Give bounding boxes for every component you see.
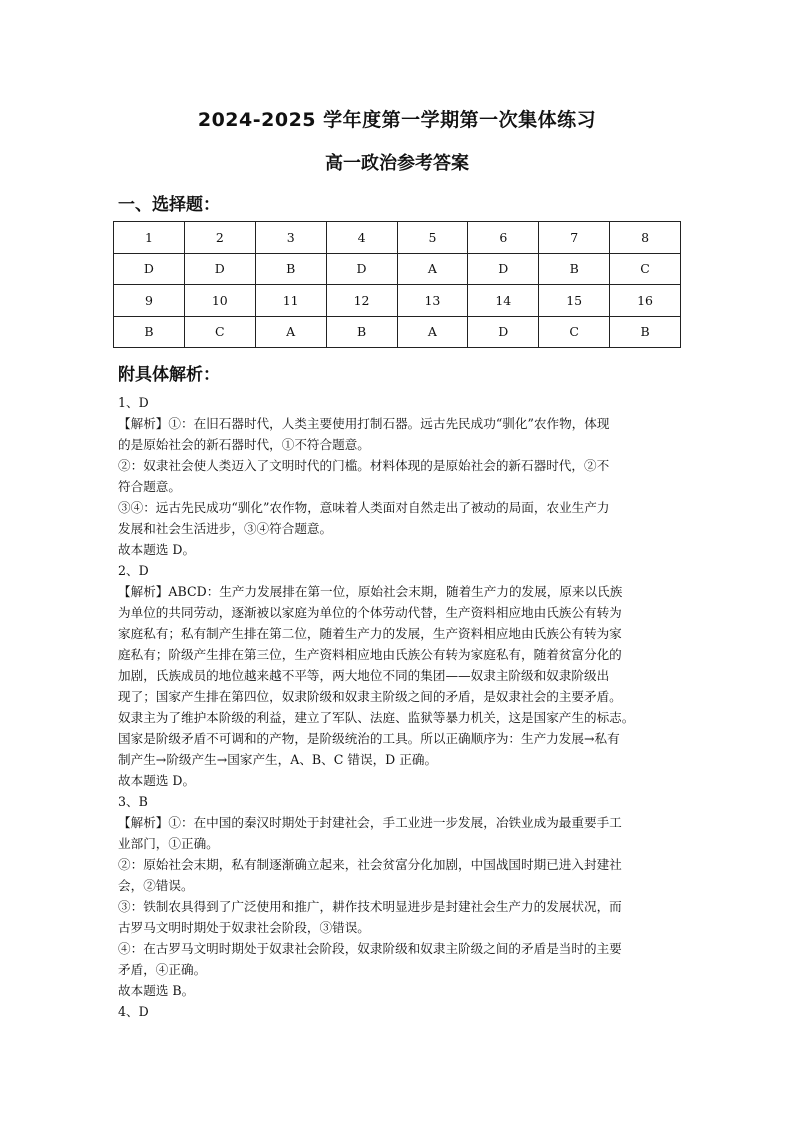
analysis-line: 【解析】①：在旧石器时代，人类主要使用打制石器。远古先民成功“驯化”农作物，体现 xyxy=(118,416,610,431)
table-cell: 12 xyxy=(326,285,397,317)
section-heading-choice: 一、选择题： xyxy=(118,195,220,215)
table-cell: B xyxy=(114,316,185,348)
table-cell: 13 xyxy=(397,285,468,317)
table-cell: 3 xyxy=(255,222,326,254)
table-cell: D xyxy=(468,253,539,285)
table-row xyxy=(114,253,681,285)
analysis-line: 【解析】ABCD：生产力发展排在第一位，原始社会末期，随着生产力的发展，原来以氏族 xyxy=(118,584,623,599)
table-cell: D xyxy=(114,253,185,285)
table-cell: D xyxy=(468,316,539,348)
analysis-line: 加剧，氏族成员的地位越来越不平等，两大地位不同的集团——奴隶主阶级和奴隶阶级出 xyxy=(118,668,610,683)
analysis-line: ④：在古罗马文明时期处于奴隶社会阶段，奴隶阶级和奴隶主阶级之间的矛盾是当时的主要 xyxy=(118,941,622,956)
analysis-line: 奴隶主为了维护本阶级的利益，建立了军队、法庭、监狱等暴力机关，这是国家产生的标志。 xyxy=(118,710,635,725)
table-cell: B xyxy=(326,316,397,348)
table-cell: C xyxy=(184,316,255,348)
document-title: 2024-2025 学年度第一学期第一次集体练习 xyxy=(197,109,597,131)
analysis-line: 1、D xyxy=(118,395,149,410)
analysis-line: ③④：远古先民成功“驯化”农作物，意味着人类面对自然走出了被动的局面，农业生产力 xyxy=(118,500,610,515)
analysis-line: 为单位的共同劳动，逐渐被以家庭为单位的个体劳动代替，生产资料相应地由氏族公有转为 xyxy=(118,605,622,620)
analysis-line: 4、D xyxy=(118,1004,149,1019)
table-cell: 1 xyxy=(114,222,185,254)
table-cell: B xyxy=(539,253,610,285)
table-row xyxy=(114,285,681,317)
table-cell: A xyxy=(255,316,326,348)
analysis-body xyxy=(118,392,690,1022)
table-cell: 6 xyxy=(468,222,539,254)
table-cell: 5 xyxy=(397,222,468,254)
table-cell: D xyxy=(184,253,255,285)
analysis-line: 会，②错误。 xyxy=(118,878,194,893)
analysis-line: 3、B xyxy=(118,794,148,809)
table-row xyxy=(114,222,681,254)
table-cell: 4 xyxy=(326,222,397,254)
table-cell: 7 xyxy=(539,222,610,254)
table-cell: A xyxy=(397,316,468,348)
analysis-line: 2、D xyxy=(118,563,149,578)
analysis-line: ③：铁制农具得到了广泛使用和推广，耕作技术明显进步是封建社会生产力的发展状况，而 xyxy=(118,899,622,914)
table-cell: 10 xyxy=(184,285,255,317)
answer-table xyxy=(113,221,681,348)
table-row xyxy=(114,316,681,348)
table-cell: C xyxy=(539,316,610,348)
table-cell: 15 xyxy=(539,285,610,317)
analysis-line: 现了；国家产生排在第四位，奴隶阶级和奴隶主阶级之间的矛盾，是奴隶社会的主要矛盾。 xyxy=(118,689,622,704)
table-cell: B xyxy=(255,253,326,285)
section-heading-analysis: 附具体解析： xyxy=(118,365,220,385)
analysis-line: 故本题选 D。 xyxy=(118,542,196,557)
table-cell: 11 xyxy=(255,285,326,317)
analysis-line: 家庭私有；私有制产生排在第二位，随着生产力的发展，生产资料相应地由氏族公有转为家 xyxy=(118,626,622,641)
table-cell: 14 xyxy=(468,285,539,317)
analysis-line: 【解析】①：在中国的秦汉时期处于封建社会，手工业进一步发展，冶铁业成为最重要手工 xyxy=(118,815,622,830)
table-cell: B xyxy=(610,316,681,348)
analysis-line: 发展和社会生活进步，③④符合题意。 xyxy=(118,521,333,536)
analysis-line: 古罗马文明时期处于奴隶社会阶段，③错误。 xyxy=(118,920,370,935)
table-cell: 8 xyxy=(610,222,681,254)
document-subtitle: 高一政治参考答案 xyxy=(325,153,469,174)
analysis-line: 庭私有；阶级产生排在第三位，生产资料相应地由氏族公有转为家庭私有，随着贫富分化的 xyxy=(118,647,622,662)
table-cell: 2 xyxy=(184,222,255,254)
table-cell: C xyxy=(610,253,681,285)
analysis-line: ②：原始社会末期，私有制逐渐确立起来，社会贫富分化加剧，中国战国时期已进入封建社 xyxy=(118,857,622,872)
analysis-line: 符合题意。 xyxy=(118,479,181,494)
analysis-line: ②：奴隶社会使人类迈入了文明时代的门槛。材料体现的是原始社会的新石器时代，②不 xyxy=(118,458,610,473)
table-cell: 9 xyxy=(114,285,185,317)
table-cell: D xyxy=(326,253,397,285)
table-cell: 16 xyxy=(610,285,681,317)
analysis-line: 故本题选 D。 xyxy=(118,773,196,788)
analysis-line: 的是原始社会的新石器时代，①不符合题意。 xyxy=(118,437,370,452)
table-cell: A xyxy=(397,253,468,285)
analysis-line: 业部门，①正确。 xyxy=(118,836,219,851)
analysis-line: 国家是阶级矛盾不可调和的产物，是阶级统治的工具。所以正确顺序为：生产力发展→私有 xyxy=(118,731,620,746)
analysis-line: 矛盾，④正确。 xyxy=(118,962,207,977)
analysis-line: 故本题选 B。 xyxy=(118,983,195,998)
analysis-line: 制产生→阶级产生→国家产生，A、B、C 错误，D 正确。 xyxy=(118,752,438,767)
